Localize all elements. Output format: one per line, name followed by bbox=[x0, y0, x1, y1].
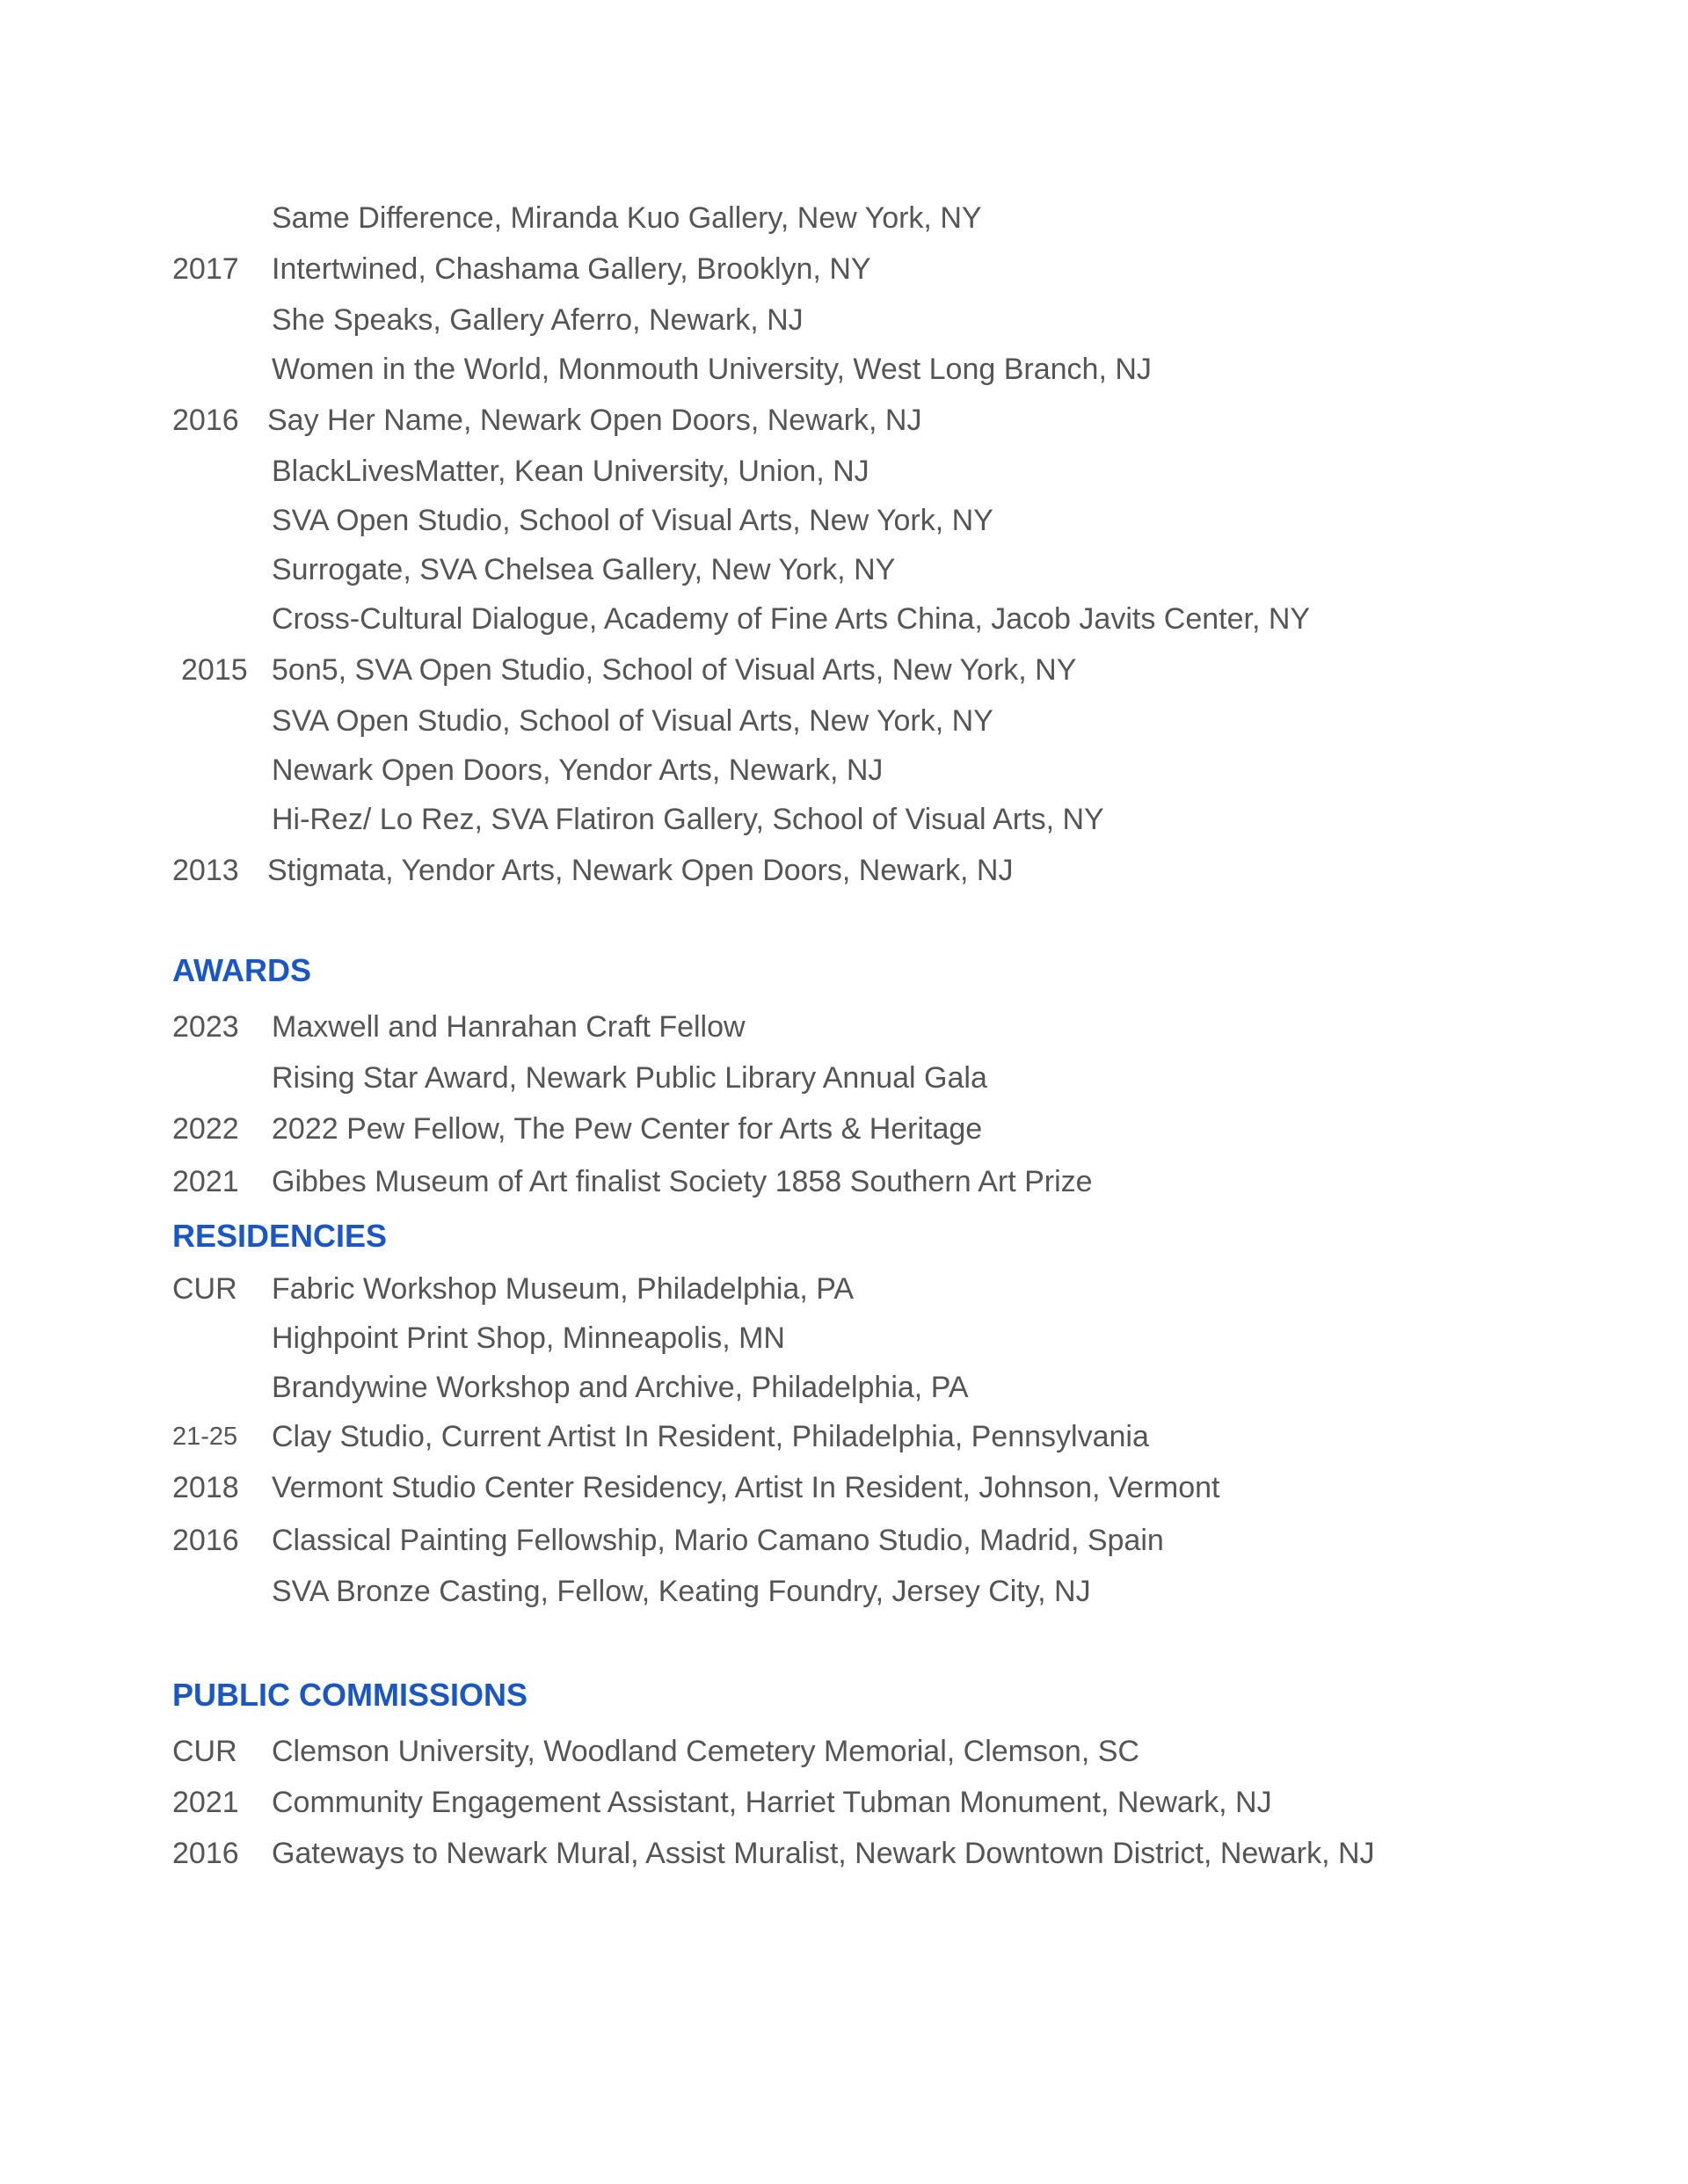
entry-text: Women in the World, Monmouth University, West Long Branch, NJ bbox=[272, 353, 1152, 386]
entry-text: Highpoint Print Shop, Minneapolis, MN bbox=[272, 1321, 785, 1355]
entry-year: 2023 bbox=[172, 1010, 239, 1044]
entry-text: Gateways to Newark Mural, Assist Muralist, Newark Downtown District, Newark, NJ bbox=[272, 1837, 1375, 1870]
entry-text: Intertwined, Chashama Gallery, Brooklyn, NY bbox=[272, 252, 871, 286]
entry-year: CUR bbox=[172, 1272, 237, 1306]
entry-text: BlackLivesMatter, Kean University, Union, NJ bbox=[272, 455, 869, 488]
entry-year: 2015 bbox=[181, 653, 248, 687]
entry-text: SVA Open Studio, School of Visual Arts, New York, NY bbox=[272, 704, 993, 738]
entry-year: 21-25 bbox=[172, 1423, 238, 1451]
entry-text: Maxwell and Hanrahan Craft Fellow bbox=[272, 1010, 746, 1044]
entry-year: 2021 bbox=[172, 1786, 239, 1819]
entry-year: 2013 bbox=[172, 854, 239, 887]
entry-text: Fabric Workshop Museum, Philadelphia, PA bbox=[272, 1272, 855, 1306]
entry-text: Clay Studio, Current Artist In Resident, Philadelphia, Pennsylvania bbox=[272, 1420, 1149, 1453]
entry-year: 2017 bbox=[172, 252, 239, 286]
entry-text: Hi-Rez/ Lo Rez, SVA Flatiron Gallery, School of Visual Arts, NY bbox=[272, 803, 1104, 836]
section-heading-public-commissions: PUBLIC COMMISSIONS bbox=[172, 1677, 528, 1713]
entry-year: 2018 bbox=[172, 1471, 239, 1504]
entry-text: Stigmata, Yendor Arts, Newark Open Doors, Newark, NJ bbox=[267, 854, 1014, 887]
entry-text: Same Difference, Miranda Kuo Gallery, New York, NY bbox=[272, 201, 982, 235]
entry-year: 2022 bbox=[172, 1112, 239, 1146]
section-heading-residencies: RESIDENCIES bbox=[172, 1218, 388, 1254]
entry-year: 2021 bbox=[172, 1165, 239, 1198]
entry-text: 2022 Pew Fellow, The Pew Center for Arts & Heritage bbox=[272, 1112, 983, 1146]
entry-text: Gibbes Museum of Art finalist Society 1858 Southern Art Prize bbox=[272, 1165, 1093, 1198]
entry-text: Vermont Studio Center Residency, Artist In Resident, Johnson, Vermont bbox=[272, 1471, 1220, 1504]
entry-text: Clemson University, Woodland Cemetery Memorial, Clemson, SC bbox=[272, 1735, 1139, 1768]
entry-text: Surrogate, SVA Chelsea Gallery, New York, NY bbox=[272, 553, 896, 586]
entry-text: Newark Open Doors, Yendor Arts, Newark, NJ bbox=[272, 753, 884, 787]
entry-text: SVA Bronze Casting, Fellow, Keating Foundry, Jersey City, NJ bbox=[272, 1575, 1091, 1608]
entry-year: CUR bbox=[172, 1735, 237, 1768]
entry-text: Community Engagement Assistant, Harriet Tubman Monument, Newark, NJ bbox=[272, 1786, 1272, 1819]
entry-text: Brandywine Workshop and Archive, Philadelphia, PA bbox=[272, 1371, 969, 1404]
entry-text: 5on5, SVA Open Studio, School of Visual Arts, New York, NY bbox=[272, 653, 1077, 687]
entry-year: 2016 bbox=[172, 404, 239, 437]
entry-text: Cross-Cultural Dialogue, Academy of Fine Arts China, Jacob Javits Center, NY bbox=[272, 602, 1311, 636]
entry-text: Classical Painting Fellowship, Mario Camano Studio, Madrid, Spain bbox=[272, 1524, 1164, 1557]
entry-text: She Speaks, Gallery Aferro, Newark, NJ bbox=[272, 303, 804, 337]
section-heading-awards: AWARDS bbox=[172, 952, 312, 988]
entry-year: 2016 bbox=[172, 1837, 239, 1870]
entry-text: SVA Open Studio, School of Visual Arts, New York, NY bbox=[272, 504, 993, 537]
entry-text: Say Her Name, Newark Open Doors, Newark, NJ bbox=[267, 404, 922, 437]
entry-text: Rising Star Award, Newark Public Library Annual Gala bbox=[272, 1061, 987, 1095]
entry-year: 2016 bbox=[172, 1524, 239, 1557]
